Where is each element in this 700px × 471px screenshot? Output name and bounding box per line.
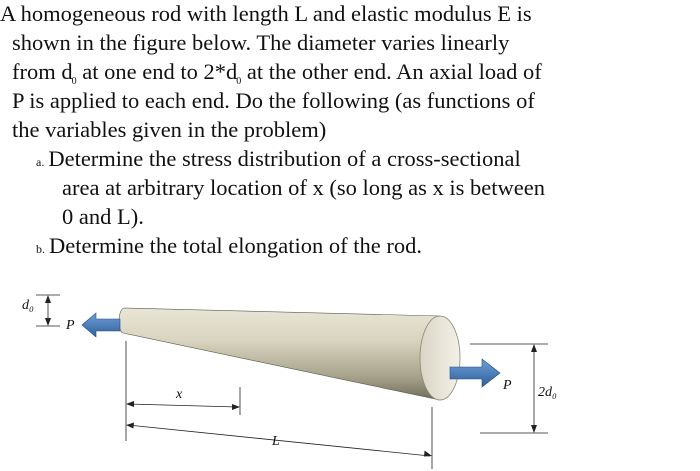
label-p-right: P bbox=[503, 378, 512, 393]
rod-end-cap bbox=[420, 316, 460, 400]
d0-arrowhead-up bbox=[45, 295, 51, 303]
d0-arrowhead-down bbox=[45, 318, 51, 326]
l-arrowhead-right bbox=[424, 451, 432, 457]
item-b-line-1 bbox=[36, 232, 422, 263]
problem-line-4: P is applied to each end. Do the following (as functions of bbox=[12, 88, 535, 113]
2d0-arrowhead-down bbox=[531, 425, 537, 433]
label-l: L bbox=[272, 434, 280, 449]
tapered-rod-figure bbox=[0, 275, 700, 471]
problem-line-3-part-c: at the other end. An axial load of bbox=[241, 59, 542, 84]
item-b-marker: b. bbox=[36, 242, 45, 256]
rod-body bbox=[119, 308, 440, 400]
subscript-zero: 0 bbox=[71, 76, 77, 87]
subscript-zero: 0 bbox=[236, 76, 242, 87]
problem-line-3-part-b: at one end to 2*d bbox=[76, 59, 238, 84]
load-arrow-left bbox=[82, 313, 120, 337]
item-b-text-1: Determine the total elongation of the rod. bbox=[49, 233, 423, 258]
x-dimension-line bbox=[128, 404, 238, 407]
problem-line-1: A homogeneous rod with length L and elastic modulus E is bbox=[0, 1, 532, 26]
label-p-left: P bbox=[66, 318, 75, 333]
item-a-marker: a. bbox=[36, 155, 45, 169]
label-2d0: 2d₀ bbox=[538, 385, 557, 400]
2d0-arrowhead-up bbox=[531, 344, 537, 352]
problem-line-5: the variables given in the problem) bbox=[12, 117, 327, 142]
x-arrowhead-right bbox=[232, 404, 240, 410]
problem-line-3-part-a: from d bbox=[12, 59, 73, 84]
l-arrowhead-left bbox=[126, 423, 134, 429]
item-a-text-1: Determine the stress distribution of a cross-sectional bbox=[48, 146, 521, 171]
item-a-line-2: area at arbitrary location of x (so long as x is between bbox=[62, 175, 545, 200]
item-a-line-1 bbox=[36, 145, 521, 176]
label-d0: d₀ bbox=[22, 298, 34, 313]
item-a-line-3: 0 and L). bbox=[62, 204, 144, 229]
label-x: x bbox=[176, 387, 183, 402]
x-arrowhead-left bbox=[126, 401, 134, 407]
problem-line-2: shown in the figure below. The diameter varies linearly bbox=[12, 30, 510, 55]
